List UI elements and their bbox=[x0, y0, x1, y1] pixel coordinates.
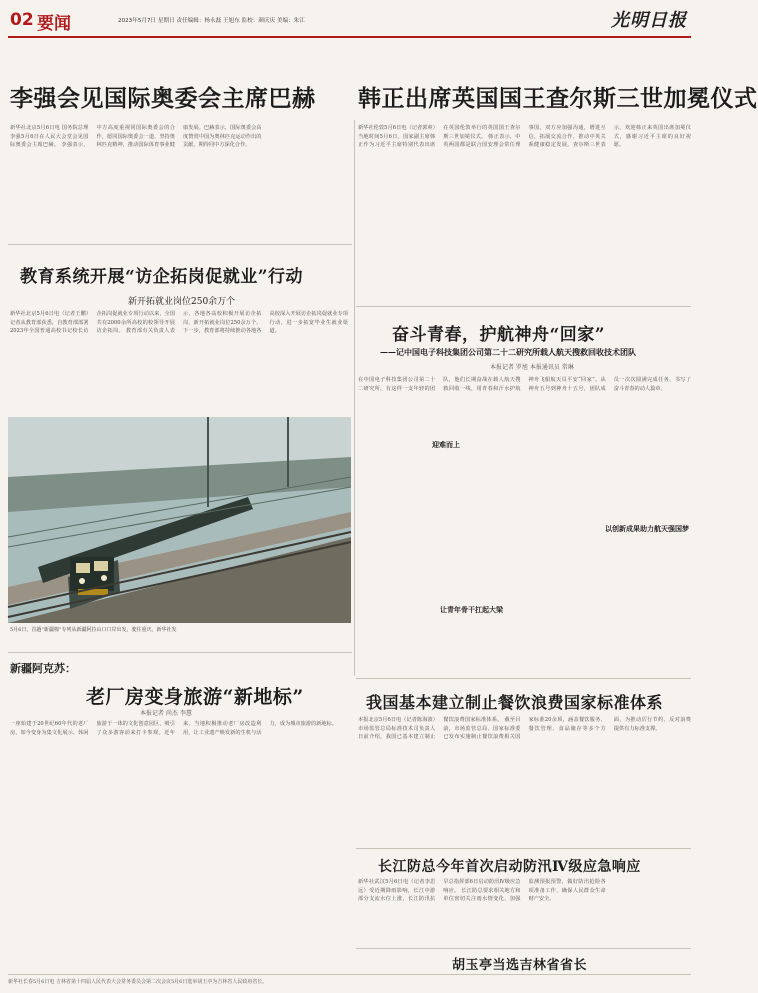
headline-youth: 奋斗青春，护航神舟“回家” bbox=[392, 325, 606, 345]
divider bbox=[8, 974, 691, 975]
food-waste-body: 截至目前，市场监管总局、国家标准委已发布实施制止餐饮浪费相关国家标准20余项，涵盖餐饮服务、餐饮管理、食品储存等多个方面，为推动厉行节约、反对浪费提供有力标准支撑。 bbox=[443, 717, 691, 741]
yangtze-lead: 新华社武汉5月6日电（记者李思远）受近期降雨影响，长江中游部分支流水位上涨，长江防汛抗旱总指挥部6日启动防汛Ⅳ级应急响应。 bbox=[358, 879, 521, 903]
footer-brief: 新华社长春5月6日电 吉林省第十四届人民代表大会常务委员会第二次会议5月6日选举胡玉亭为吉林省人民政府省长。 bbox=[8, 979, 268, 985]
byline-youth: 本报记者 罗旭 本报通讯员 常琳 bbox=[490, 364, 574, 371]
headline-education: 教育系统开展“访企拓岗促就业”行动 bbox=[20, 267, 304, 287]
divider bbox=[8, 244, 352, 245]
headline-hu-yuting: 胡玉亭当选吉林省省长 bbox=[452, 958, 588, 973]
youth-body: 在中国电子科技集团公司第二十二研究所，有这样一支年轻的团队，他们长期奋战在载人航天搜救回收一线，用青春和汗水护航神舟飞船航天员平安“回家”。从神舟五号到神舟十五号，团队成员一次次圆满完成任务，书写了奋斗青春的动人篇章。 bbox=[358, 377, 691, 392]
subhead-education: 新开拓就业岗位250余万个 bbox=[128, 297, 236, 307]
education-body: 教育部有关负责人表示，各地各高校积极开展访企拓岗，新开拓就业岗位250余万个。下一步，教育部将持续推动各地各高校深入开展访企拓岗促就业专项行动，进一步拓宽毕业生就业渠道。 bbox=[125, 311, 348, 335]
article-youth bbox=[358, 376, 691, 670]
divider bbox=[356, 306, 691, 307]
headline-xinjiang: 老厂房变身旅游“新地标” bbox=[86, 686, 304, 708]
li-qiang-lead: 新华社北京5月6日电 国务院总理李强5月6日在人民大会堂会见国际奥委会主席巴赫。 bbox=[10, 125, 89, 149]
newspaper-logo: 光明日报 bbox=[611, 10, 687, 31]
han-zheng-body: 韩正表示，中英两国都是联合国安理会常任理事国，双方应加强沟通，增进互信，拓展交流合作，推动中英关系健康稳定发展。查尔斯三世表示，欢迎韩正来英国出席加冕仪式，感谢习近平主席的良好祝愿。 bbox=[443, 125, 691, 149]
subhead-youth: ——记中国电子科技集团公司第二十二研究所载人航天搜救回收技术团队 bbox=[380, 347, 636, 357]
article-li-qiang bbox=[10, 124, 348, 238]
article-yangtze bbox=[358, 878, 691, 944]
youth-section-2: 以创新成果助力航天强国梦 bbox=[605, 524, 689, 533]
divider bbox=[356, 948, 691, 949]
xinjiang-body: 一座始建于20世纪60年代的老厂房，如今变身为集文化展示、休闲旅游于一体的文化创意园区，吸引了众多游客前来打卡参观。近年来，当地积极推动老厂房改造利用，让工业遗产焕发新的生机与活力，成为城市旅游的新地标。 bbox=[10, 721, 337, 736]
photo-caption: 5月6日，首趟“新疆棉”专列从新疆阿拉山口口岸出发，驶往重庆。新华社发 bbox=[10, 627, 177, 633]
han-zheng-lead: 新华社伦敦5月6日电（记者郭爽）当地时间5月6日，国家副主席韩正作为习近平主席特别代表出席在英国伦敦举行的英国国王查尔斯三世加冕仪式。 bbox=[358, 125, 521, 149]
top-rule bbox=[8, 36, 691, 38]
byline-xinjiang: 本报记者 尚杰 李慧 bbox=[140, 710, 192, 717]
divider bbox=[356, 678, 691, 679]
headline-food-waste: 我国基本建立制止餐饮浪费国家标准体系 bbox=[366, 693, 664, 712]
youth-section-3: 让青年骨干扛起大梁 bbox=[440, 605, 503, 614]
education-lead: 新华社北京5月6日电（记者王鹏）记者从教育部获悉，自教育部部署2023年全国普通高校书记校长访企拓岗促就业专项行动以来，全国共有2000余所高校的校领导开展访企拓岗。 bbox=[10, 311, 175, 335]
headline-yangtze: 长江防总今年首次启动防汛Ⅳ级应急响应 bbox=[378, 859, 641, 875]
train-photo bbox=[8, 417, 351, 623]
divider bbox=[8, 652, 352, 653]
youth-section-1: 迎难而上 bbox=[432, 440, 460, 449]
article-xinjiang bbox=[10, 720, 348, 975]
masthead bbox=[8, 4, 691, 34]
food-waste-lead: 本报北京5月6日电（记者陈海波）市场监管总局标准技术司负责人日前介绍，我国已基本建立制止餐饮浪费国家标准体系。 bbox=[358, 717, 503, 741]
page-number: 02 bbox=[10, 10, 34, 30]
li-qiang-body: 李强表示，中方高度重视同国际奥委会的合作，愿同国际奥委会一道，坚持奥林匹克精神，推动国际体育事业健康发展。巴赫表示，国际奥委会高度赞赏中国为奥林匹克运动作出的贡献，期待同中方深化合作。 bbox=[61, 125, 262, 149]
kicker-xinjiang: 新疆阿克苏： bbox=[10, 662, 76, 675]
section-title: 要闻 bbox=[37, 14, 71, 34]
headline-han-zheng: 韩正出席英国国王查尔斯三世加冕仪式 bbox=[358, 85, 758, 112]
yangtze-body: 长江防总要求相关地方和单位密切关注雨水情变化，加强监测预报预警，做好防汛抢险各项准备工作，确保人民群众生命财产安全。 bbox=[443, 879, 606, 903]
train-illustration bbox=[8, 417, 351, 623]
article-han-zheng bbox=[358, 124, 691, 300]
divider bbox=[356, 848, 691, 849]
article-food-waste bbox=[358, 716, 691, 826]
article-education bbox=[10, 310, 348, 414]
column-divider bbox=[354, 120, 355, 676]
masthead-meta: 2023年5月7日 星期日 责任编辑：杨永磊 王旭东 监校：颜庆庆 美编：朱江 bbox=[118, 18, 305, 24]
headline-li-qiang: 李强会见国际奥委会主席巴赫 bbox=[10, 85, 316, 112]
